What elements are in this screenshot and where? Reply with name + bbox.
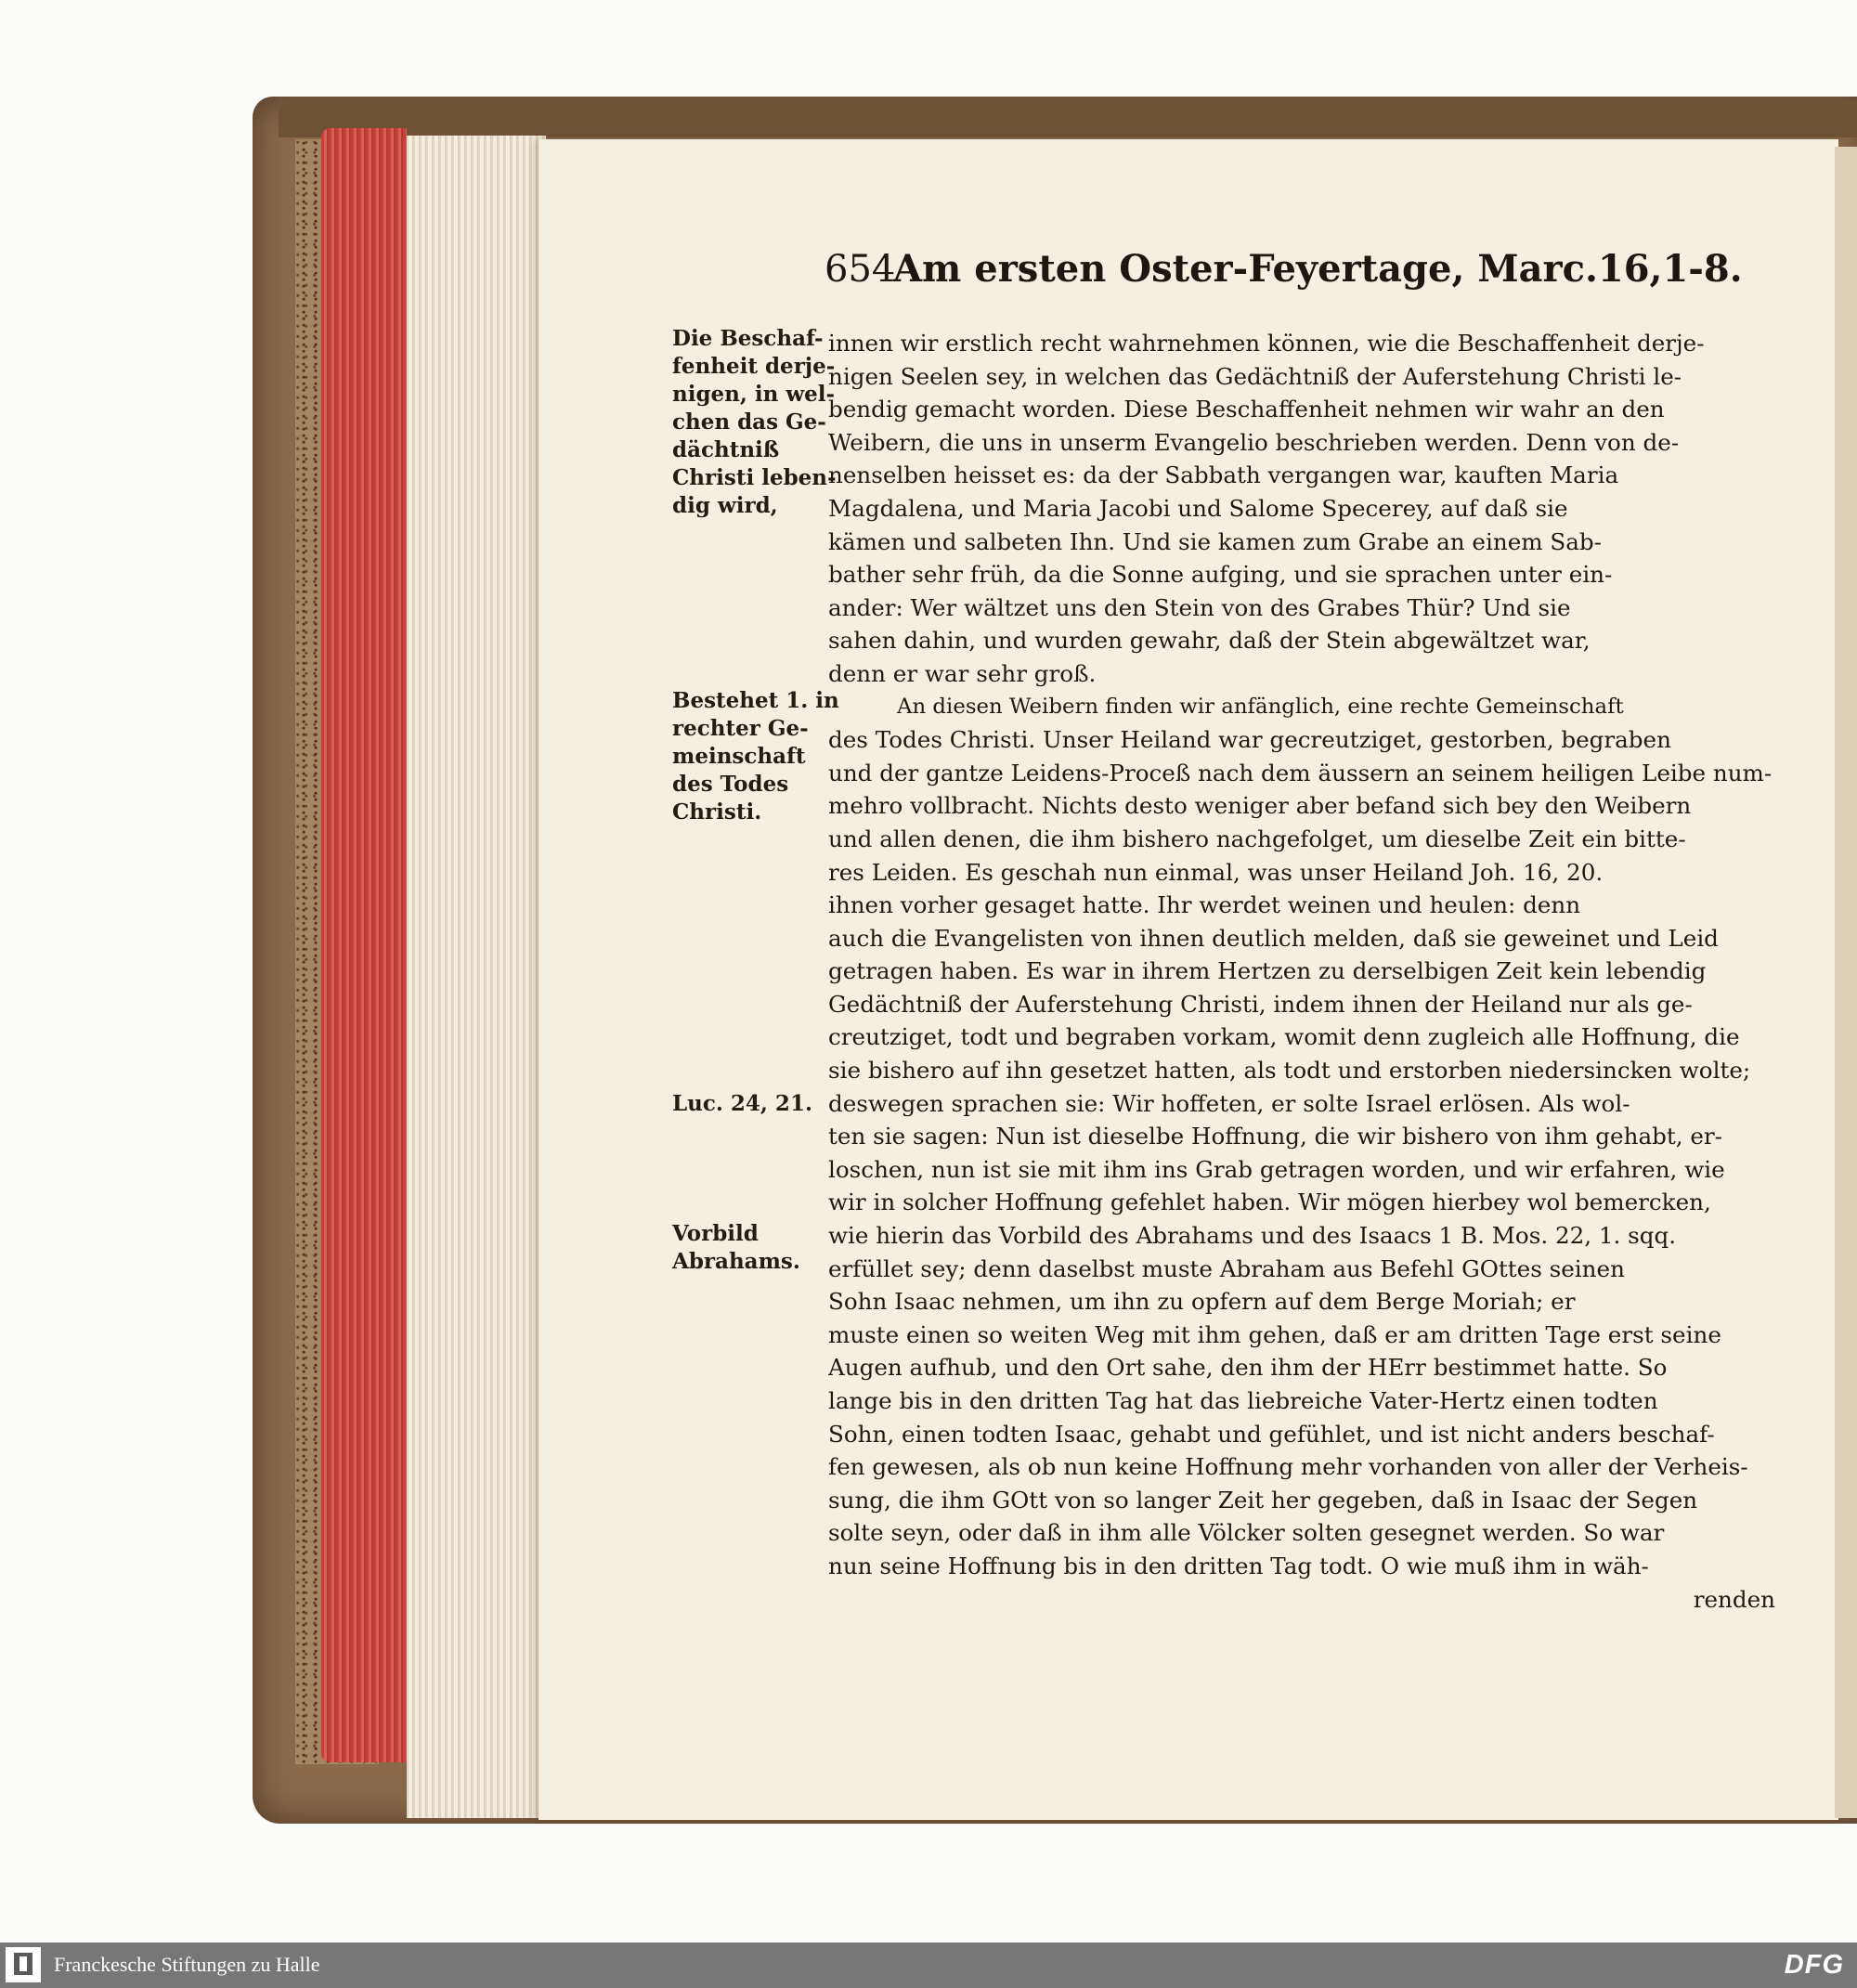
text-line: creutziget, todt und begraben vorkam, womit denn zugleich alle Hoffnung, die [828, 1023, 1740, 1051]
text-line: und der gantze Leidens-Proceß nach dem äussern an seinem heiligen Leibe num- [828, 759, 1773, 786]
text-line: bendig gemacht worden. Diese Beschaffenheit nehmen wir wahr an den [828, 396, 1665, 423]
text-line: Sohn Isaac nehmen, um ihn zu opfern auf dem Berge Moriah; er [828, 1288, 1576, 1316]
running-head [825, 247, 1743, 306]
text-line: Magdalena, und Maria Jacobi und Salome Specerey, auf daß sie [828, 494, 1568, 522]
text-line: fen gewesen, als ob nun keine Hoffnung mehr vorhanden von aller der Verheis- [828, 1453, 1748, 1481]
text-line: deswegen sprachen sie: Wir hoffeten, er solte Israel erlösen. Als wol- [828, 1089, 1630, 1117]
text-line: sahen dahin, und wurden gewahr, daß der Stein abgewältzet war, [828, 627, 1591, 655]
text-line: lange bis in den dritten Tag hat das liebreiche Vater-Hertz einen todten [828, 1387, 1658, 1414]
text-line: sung, die ihm GOtt von so langer Zeit her gegeben, daß in Isaac der Segen [828, 1486, 1698, 1514]
text-line: und allen denen, die ihm bishero nachgefolget, um dieselbe Zeit ein bitte- [828, 825, 1686, 852]
text-line: ten sie sagen: Nun ist dieselbe Hoffnung, die wir bishero von ihm gehabt, er- [828, 1123, 1722, 1150]
page-number: 654 [825, 248, 896, 291]
text-line: res Leiden. Es geschah nun einmal, was unser Heiland Joh. 16, 20. [828, 858, 1604, 886]
body-text [828, 327, 1775, 1616]
text-line: mehro vollbracht. Nichts desto weniger aber befand sich bey den Weibern [828, 792, 1692, 820]
marginal-note-1: Die Beschaf- fenheit derje- nigen, in wel- chen das Ge- dächtniß Christi leben- dig wird, [672, 326, 837, 518]
text-line: getragen haben. Es war in ihrem Hertzen zu derselbigen Zeit kein lebendig [828, 957, 1707, 985]
text-line: des Todes Christi. Unser Heiland war gecreutziget, gestorben, begraben [828, 726, 1671, 754]
viewer-footer [0, 1943, 1857, 1988]
running-title: Am ersten Oster-Feyertage, Marc.16,1-8. [893, 247, 1743, 291]
text-line: nigen Seelen sey, in welchen das Gedächtniß der Auferstehung Christi le- [828, 362, 1682, 390]
catchword: renden [1693, 1585, 1775, 1613]
red-page-edge [321, 128, 407, 1762]
text-line: Gedächtniß der Auferstehung Christi, indem ihnen der Heiland nur als ge- [828, 990, 1693, 1018]
text-line: auch die Evangelisten von ihnen deutlich melden, daß sie geweinet und Leid [828, 924, 1719, 952]
text-line: wie hierin das Vorbild des Abrahams und des Isaacs 1 B. Mos. 22, 1. sqq. [828, 1222, 1677, 1250]
text-line: ihnen vorher gesaget hatte. Ihr werdet weinen und heulen: denn [828, 891, 1581, 919]
text-line: nun seine Hoffnung bis in den dritten Tag todt. O wie muß ihm in wäh- [828, 1552, 1649, 1579]
facing-page-sliver [1835, 147, 1857, 1818]
text-line: An diesen Weibern finden wir anfänglich, eine rechte Gemeinschaft [897, 694, 1624, 719]
text-line: innen wir erstlich recht wahrnehmen können, wie die Beschaffenheit derje- [828, 330, 1705, 357]
text-line: sie bishero auf ihn gesetzet hatten, als todt und erstorben niedersincken wolte; [828, 1057, 1751, 1085]
text-line: Sohn, einen todten Isaac, gehabt und gefühlet, und ist nicht anders beschaf- [828, 1420, 1715, 1448]
marginal-note-4: Vorbild Abrahams. [672, 1221, 800, 1274]
text-line: Augen aufhub, und den Ort sahe, den ihm der HErr bestimmet hatte. So [828, 1354, 1668, 1382]
text-line: ander: Wer wältzet uns den Stein von des Grabes Thür? Und sie [828, 593, 1571, 621]
text-line: nenselben heisset es: da der Sabbath vergangen war, kauften Maria [828, 461, 1619, 489]
text-line: solte seyn, oder daß in ihm alle Völcker solten gesegnet werden. So war [828, 1519, 1665, 1547]
institution-name: Franckesche Stiftungen zu Halle [54, 1953, 320, 1976]
text-line: Weibern, die uns in unserm Evangelio beschrieben werden. Denn von de- [828, 428, 1680, 456]
text-line: denn er war sehr groß. [828, 659, 1097, 687]
book-cover-top-edge [279, 100, 1857, 137]
marginal-note-3: Luc. 24, 21. [672, 1091, 812, 1116]
text-line: wir in solcher Hoffnung gefehlet haben. Wir mögen hierbey wol bemercken, [828, 1189, 1711, 1216]
text-line: erfüllet sey; denn daselbst muste Abraham aus Befehl GOttes seinen [828, 1254, 1625, 1282]
text-line: kämen und salbeten Ihn. Und sie kamen zum Grabe an einem Sab- [828, 527, 1602, 555]
text-line: loschen, nun ist sie mit ihm ins Grab getragen worden, und wir erfahren, wie [828, 1155, 1725, 1183]
dfg-logo: DFG [1784, 1950, 1844, 1980]
page-stack [407, 136, 546, 1818]
text-line: muste einen so weiten Weg mit ihm gehen, daß er am dritten Tage erst seine [828, 1320, 1721, 1348]
franckesche-stiftungen-logo-icon [6, 1947, 41, 1982]
text-line: bather sehr früh, da die Sonne aufging, und sie sprachen unter ein- [828, 561, 1613, 589]
marginal-note-2: Bestehet 1. in rechter Ge- meinschaft des Todes Christi. [672, 688, 839, 825]
